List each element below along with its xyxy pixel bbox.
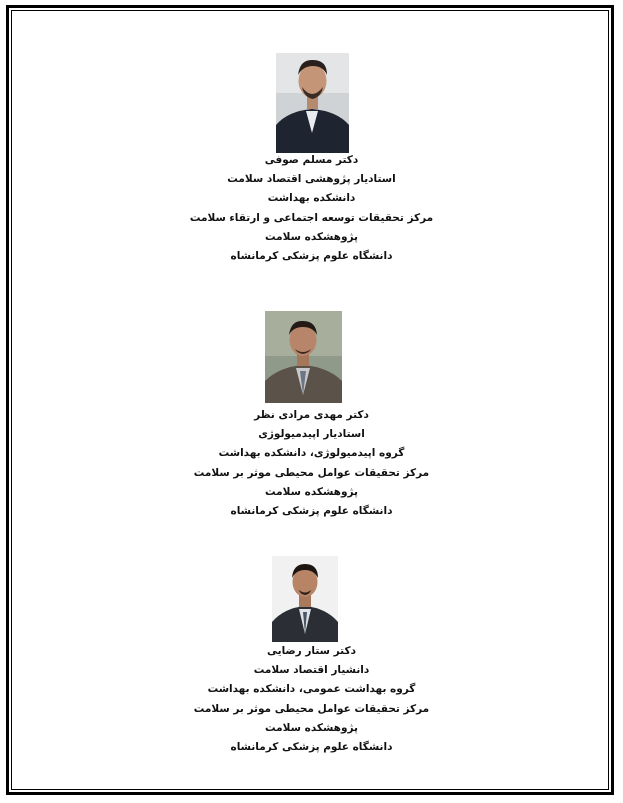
portrait-photo-icon xyxy=(276,53,349,153)
profile-institute: پژوهشکده سلامت xyxy=(265,721,358,734)
profile-title: استادیار اپیدمیولوژی xyxy=(258,428,365,441)
profile-title: استادیار پژوهشی اقتصاد سلامت xyxy=(227,173,396,186)
portrait-photo-icon xyxy=(272,556,338,642)
portrait-photo-icon xyxy=(265,311,342,403)
profile-university: دانشگاه علوم پزشکی کرمانشاه xyxy=(230,504,393,517)
profile-title: دانشیار اقتصاد سلامت xyxy=(253,664,370,677)
profile-department: گروه بهداشت عمومی، دانشکده بهداشت xyxy=(207,683,416,696)
profile-university: دانشگاه علوم پزشکی کرمانشاه xyxy=(230,740,393,753)
profile-research-center: مرکز تحقیقات عوامل محیطی موثر بر سلامت xyxy=(193,466,430,479)
profile-department: گروه اپیدمیولوژی، دانشکده بهداشت xyxy=(218,447,405,460)
profile-faculty: دانشکده بهداشت xyxy=(267,192,356,205)
profile-name: دکتر ستار رضایی xyxy=(267,645,356,657)
portrait-photo xyxy=(272,556,338,642)
profile-institute: پژوهشکده سلامت xyxy=(265,230,358,243)
profile-institute: پژوهشکده سلامت xyxy=(265,485,358,498)
profile-research-center: مرکز تحقیقات توسعه اجتماعی و ارتقاء سلامت xyxy=(189,211,434,224)
portrait-photo xyxy=(265,311,342,403)
profile-name: دکتر مسلم صوفی xyxy=(264,154,359,166)
profile-university: دانشگاه علوم پزشکی کرمانشاه xyxy=(230,249,393,262)
profile-name: دکتر مهدی مرادی نظر xyxy=(254,409,369,421)
portrait-photo xyxy=(276,53,349,153)
profile-research-center: مرکز تحقیقات عوامل محیطی موثر بر سلامت xyxy=(193,702,430,715)
